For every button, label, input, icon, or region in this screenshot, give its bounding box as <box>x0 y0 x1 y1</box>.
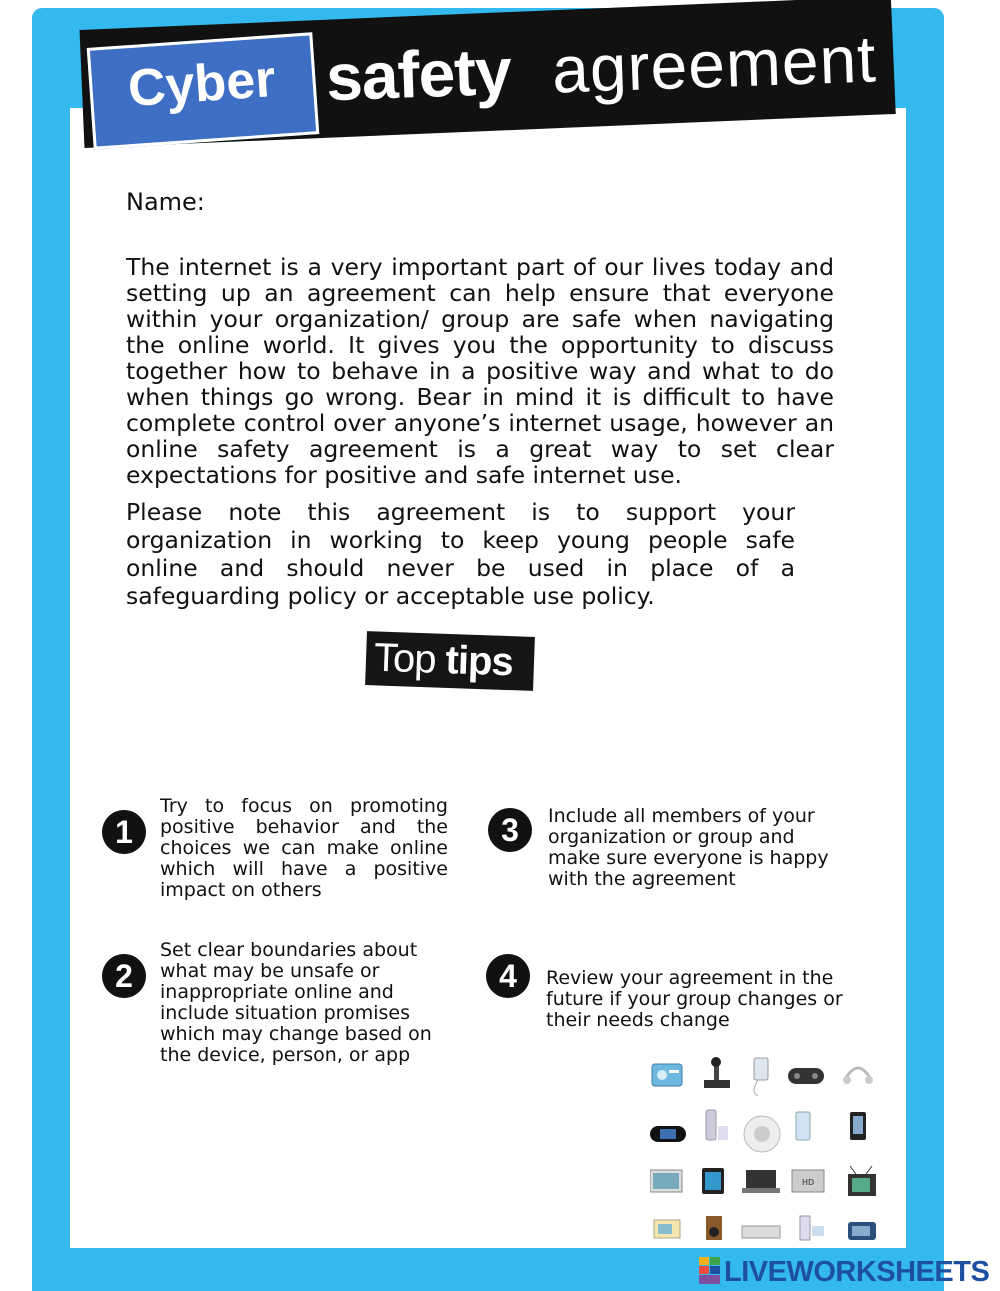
music-player-icon <box>848 1222 876 1240</box>
laptop-icon <box>742 1170 780 1193</box>
tip-number-2: 2 <box>102 954 146 998</box>
top-tips-heading <box>373 636 513 686</box>
cordless-phone-icon <box>706 1110 728 1140</box>
speaker-icon <box>706 1216 722 1240</box>
hd-tv-icon <box>792 1170 824 1192</box>
liveworksheets-brand[interactable]: LIVEWORKSHEETS <box>724 1256 990 1288</box>
liveworksheets-logo-icon <box>699 1257 721 1285</box>
joystick-icon <box>704 1057 730 1088</box>
tip-text-2: Set clear boundaries about what may be unsafe or inappropriate online and include situation promises which may change based on the device, person, or app <box>160 939 432 1066</box>
title-agreement: agreement <box>550 21 878 107</box>
mobile-phone-icon <box>796 1112 810 1140</box>
note-paragraph: Please note this agreement is to support your organization in working to keep young people safe online and should never be used in place of a safeguarding policy or acceptable use policy. <box>126 498 795 610</box>
television-icon <box>848 1166 876 1196</box>
svg-text:HD: HD <box>802 1178 815 1187</box>
device-icons-grid <box>650 1056 880 1246</box>
intro-paragraph: The internet is a very important part of our lives today and setting up an agreement can help ensure that everyone within your organization/ group are safe when navigating the online world. It gives you the opportunity to discuss together how to behave in a positive way and what to do when things go wrong. Bear in mind it is difficult to have complete control over anyone’s internet usage, however an online safety agreement is a great way to set clear expectations for positive and safe internet use. <box>126 253 834 489</box>
media-player-icon <box>654 1220 680 1238</box>
tip-text-4: Review your agreement in the future if your group changes or their needs change <box>546 967 843 1031</box>
radio-icon <box>652 1064 682 1086</box>
handheld-console-icon <box>650 1126 686 1142</box>
mp3-player-icon <box>754 1058 768 1096</box>
tip-text-1: Try to focus on promoting positive behavior and the choices we can make online which will have a positive impact on others <box>160 795 448 901</box>
tip-number-3: 3 <box>488 808 532 852</box>
tip-number-1: 1 <box>102 810 146 854</box>
tip-text-3: Include all members of your organization or group and make sure everyone is happy with the agreement <box>548 805 829 890</box>
title-safety: safety <box>324 33 513 115</box>
tips-word: tips <box>444 638 514 685</box>
title-cyber: Cyber <box>126 49 278 119</box>
gamepad-icon <box>788 1068 824 1084</box>
monitor-icon <box>650 1170 682 1192</box>
top-word: Top <box>373 635 437 682</box>
name-label: Name: <box>126 188 205 216</box>
landline-phone-icon <box>800 1216 824 1240</box>
headset-icon <box>843 1068 873 1084</box>
webcam-icon <box>744 1116 780 1152</box>
dvd-player-icon <box>742 1226 780 1238</box>
tip-number-4: 4 <box>486 954 530 998</box>
tablet-icon <box>702 1168 724 1194</box>
smartphone-icon <box>850 1112 866 1140</box>
